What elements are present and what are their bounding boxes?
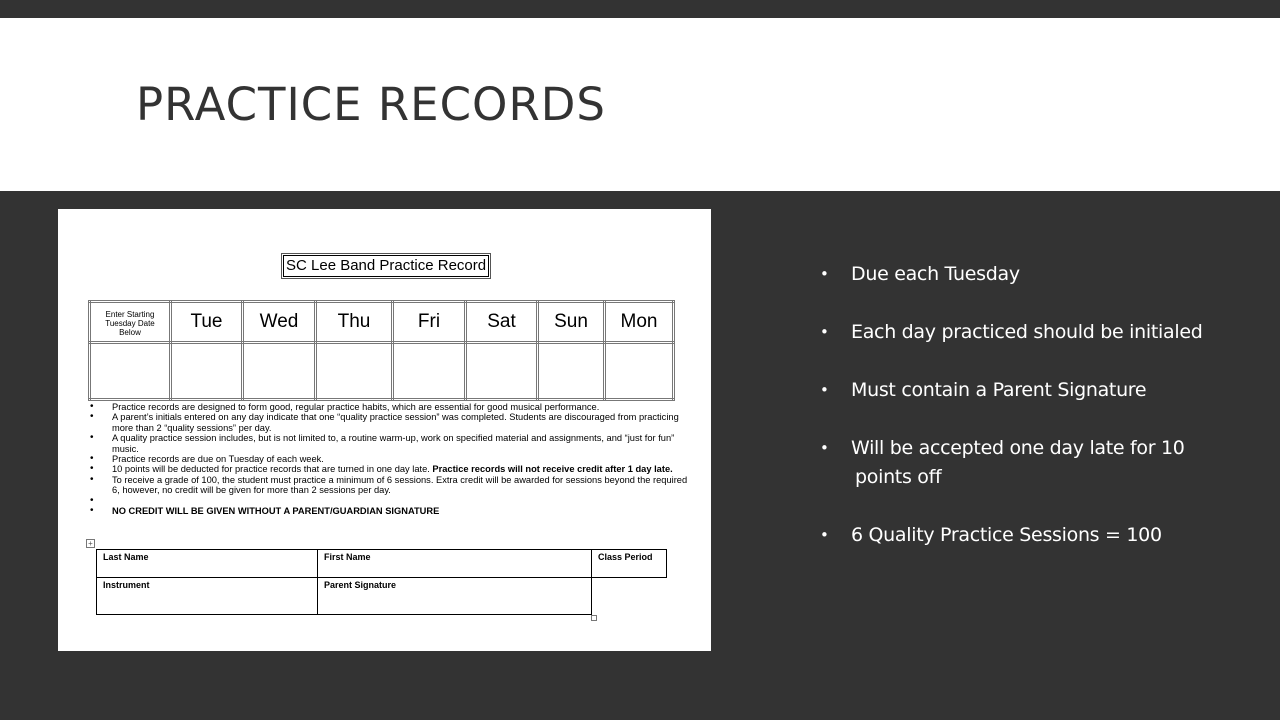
practice-record-document	[58, 209, 711, 651]
student-info-table	[96, 549, 667, 615]
rule-item: • To receive a grade of 100, the student must practice a minimum of 6 sessions. Extra credit will be awarded for sessions beyond the required 6, however, no credit will be given for more than 2 sessions per day.	[90, 475, 690, 496]
rule-item: • NO CREDIT WILL BE GIVEN WITHOUT A PARENT/GUARDIAN SIGNATURE	[90, 506, 690, 516]
key-points-list	[820, 260, 1202, 579]
start-date-header	[90, 302, 171, 343]
day-cell	[605, 343, 674, 400]
day-header-wed: Wed	[243, 302, 316, 343]
day-cell	[316, 343, 393, 400]
start-label-line: Enter Starting	[105, 309, 155, 319]
class-period-field[interactable]: Class Period	[592, 550, 667, 578]
week-table-header-row	[90, 302, 674, 343]
day-header-mon: Mon	[605, 302, 674, 343]
info-row	[97, 578, 667, 615]
key-point: • Will be accepted one day late for 10 points off	[820, 434, 1202, 492]
start-date-cell	[90, 343, 171, 400]
week-table	[88, 300, 675, 401]
day-cell	[393, 343, 466, 400]
key-point: • Must contain a Parent Signature	[820, 376, 1202, 405]
last-name-field[interactable]: Last Name	[97, 550, 318, 578]
day-header-thu: Thu	[316, 302, 393, 343]
start-label-line: Below	[119, 327, 141, 337]
day-header-fri: Fri	[393, 302, 466, 343]
rule-item: • Practice records are due on Tuesday of each week.	[90, 454, 690, 464]
day-cell	[538, 343, 605, 400]
day-header-tue: Tue	[171, 302, 243, 343]
empty-cell	[592, 578, 667, 615]
start-label-line: Tuesday Date	[105, 318, 155, 328]
key-point: • 6 Quality Practice Sessions = 100	[820, 521, 1202, 550]
day-cell	[243, 343, 316, 400]
day-header-sun: Sun	[538, 302, 605, 343]
day-cell	[171, 343, 243, 400]
rule-item: • A parent’s initials entered on any day indicate that one “quality practice session” was completed. Students are discouraged from practicing more than 2 “quality sessions” per day.	[90, 412, 690, 433]
table-move-handle-icon[interactable]: +	[86, 539, 95, 548]
info-row	[97, 550, 667, 578]
parent-signature-field[interactable]: Parent Signature	[318, 578, 592, 615]
rule-item: • A quality practice session includes, but is not limited to, a routine warm-up, work on specified material and assignments, and “just for fun” music.	[90, 433, 690, 454]
slide-title: PRACTICE RECORDS	[136, 78, 606, 131]
key-point: • Due each Tuesday	[820, 260, 1202, 289]
document-title: SC Lee Band Practice Record	[283, 255, 489, 277]
rule-item: • Practice records are designed to form good, regular practice habits, which are essential for good musical performance.	[90, 402, 690, 412]
rule-item: • 10 points will be deducted for practice records that are turned in one day late. Practice records will not receive credit after 1 day late.	[90, 464, 690, 474]
day-header-sat: Sat	[466, 302, 538, 343]
rule-item	[90, 496, 690, 506]
week-table-entry-row	[90, 343, 674, 400]
instrument-field[interactable]: Instrument	[97, 578, 318, 615]
key-point: • Each day practiced should be initialed	[820, 318, 1202, 347]
rules-list	[90, 402, 690, 516]
day-cell	[466, 343, 538, 400]
table-resize-handle-icon[interactable]	[591, 615, 597, 621]
first-name-field[interactable]: First Name	[318, 550, 592, 578]
